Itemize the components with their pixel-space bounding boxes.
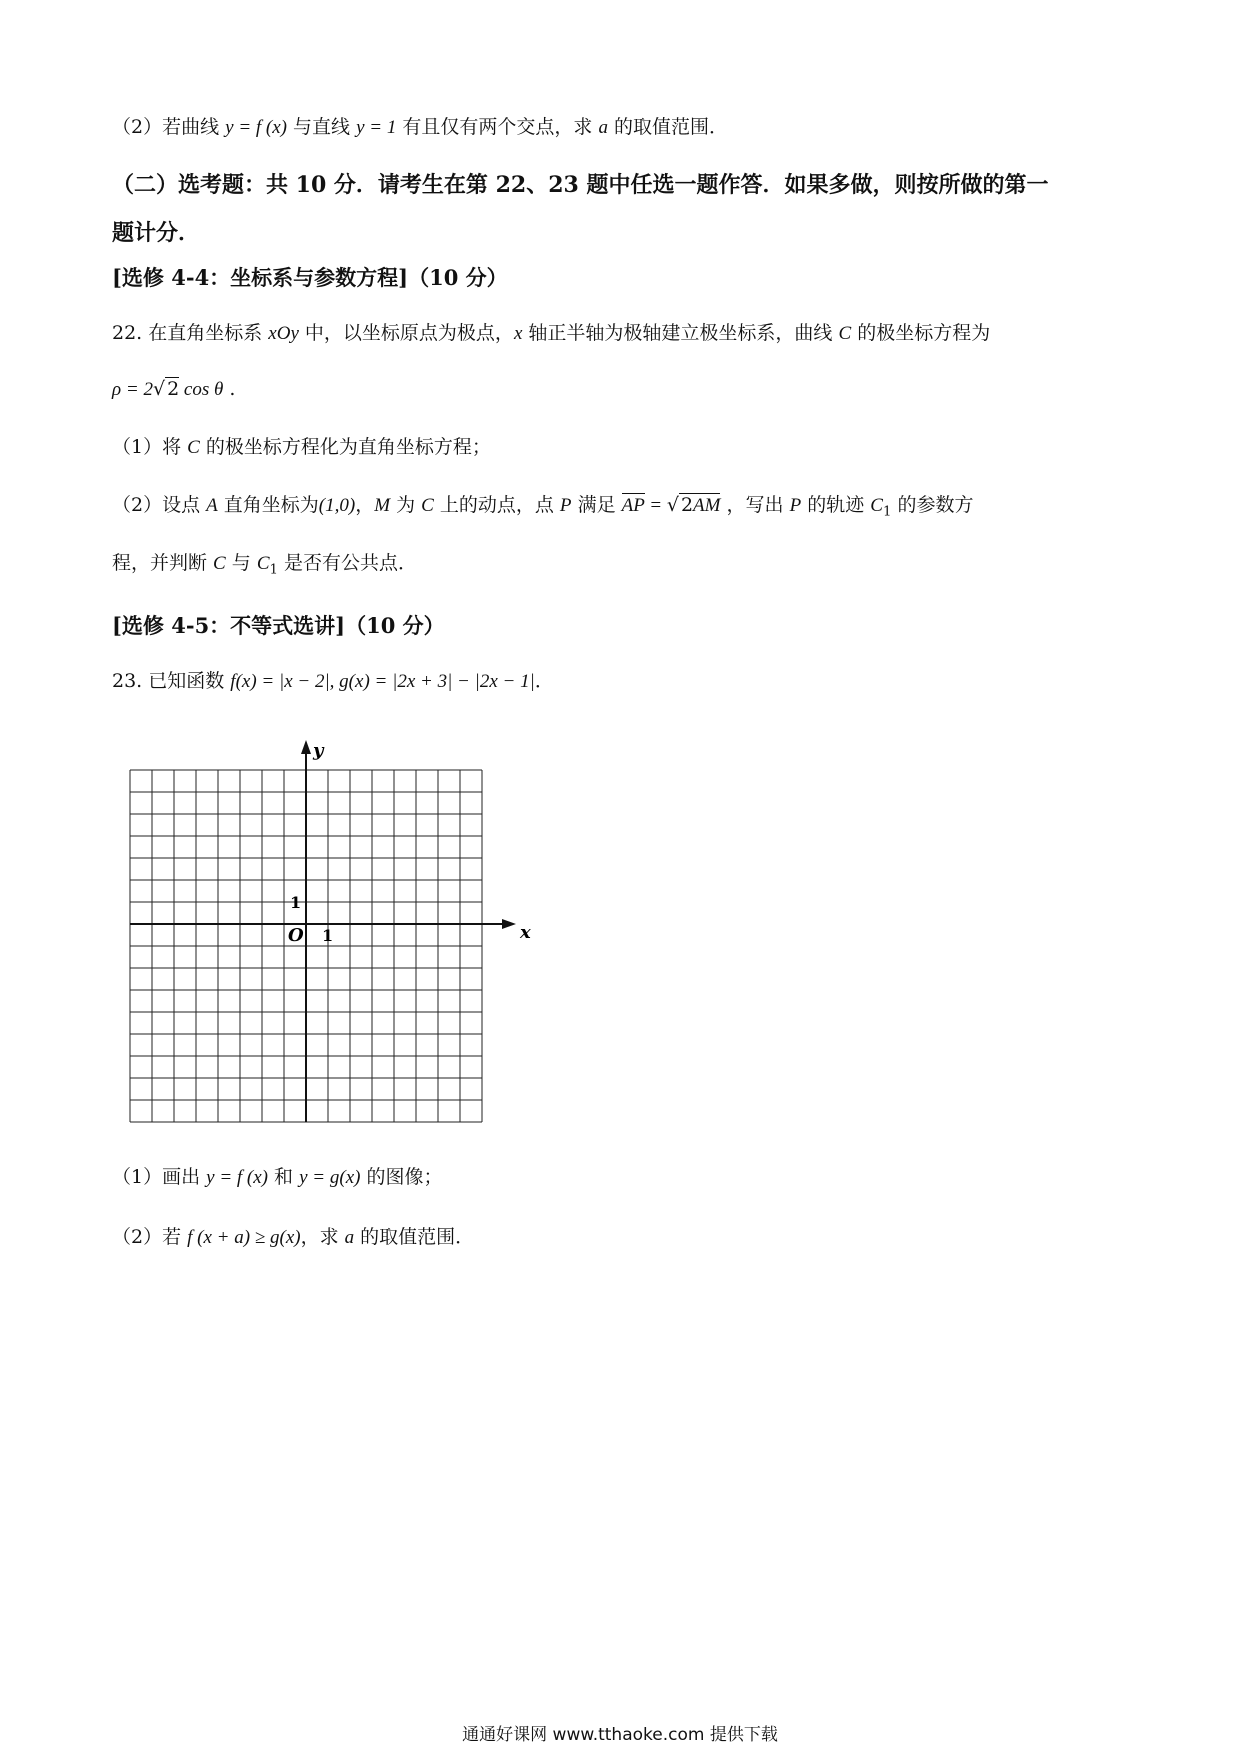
elective-45-title: [选修 4-5：不等式选讲]（10 分） <box>112 613 445 638</box>
q23-stem: 23. 已知函数 f(x) = |x − 2|, g(x) = |2x + 3| − |2x − 1|． <box>112 670 554 692</box>
optional-heading-line1: （二）选考题：共 10 分．请考生在第 22、23 题中任选一题作答．如果多做，则按所做的第一 <box>112 172 1049 198</box>
q23-part2: （2）若 f (x + a) ≥ g(x)，求 a 的取值范围． <box>112 1226 475 1248</box>
vector-am: AM <box>693 495 721 516</box>
footer-source: 通通好课网 www.tthaoke.com 提供下载 <box>462 1725 778 1745</box>
optional-heading-line2: 题计分． <box>112 220 201 246</box>
y-axis-label: y <box>313 740 324 761</box>
q21-curve-eq: y = f (x) <box>225 117 288 138</box>
q22-part1: （1）将 C 的极坐标方程化为直角坐标方程； <box>112 436 491 458</box>
coordinate-grid-figure <box>120 738 531 1138</box>
elective-44-title: [选修 4-4：坐标系与参数方程]（10 分） <box>112 265 508 290</box>
q22-polar-equation: ρ = 2√ 2 cos θ . <box>112 378 236 400</box>
x-tick-label: 1 <box>322 926 334 945</box>
q23-functions: f(x) = |x − 2|, g(x) = |2x + 3| − |2x − 1| <box>230 671 535 692</box>
x-axis-label: x <box>520 922 531 943</box>
vector-ap: AP <box>621 495 645 516</box>
q22-part2-line1: （2）设点 A 直角坐标为(1,0)，M 为 C 上的动点，点 P 满足 AP = √ 2AM ，写出 P 的轨迹 $C_1$ 的参数方 <box>112 494 974 520</box>
q22-part2-line2: 程，并判断 C 与 $C_1$ 是否有公共点． <box>112 552 418 578</box>
q21-part2: （2）若曲线 y = f (x) 与直线 y = 1 有且仅有两个交点，求 a 的取值范围． <box>112 116 729 138</box>
q21-line-eq: y = 1 <box>356 117 397 138</box>
y-axis-arrow <box>301 740 311 754</box>
x-axis-arrow <box>502 919 516 929</box>
y-tick-label: 1 <box>290 893 302 912</box>
q23-part1: （1）画出 y = f (x) 和 y = g(x) 的图像； <box>112 1166 443 1188</box>
q22-stem: 22. 在直角坐标系 xOy 中，以坐标原点为极点，x 轴正半轴为极轴建立极坐标系，曲线 C 的极坐标方程为 <box>112 322 991 344</box>
origin-label: O <box>288 925 304 946</box>
